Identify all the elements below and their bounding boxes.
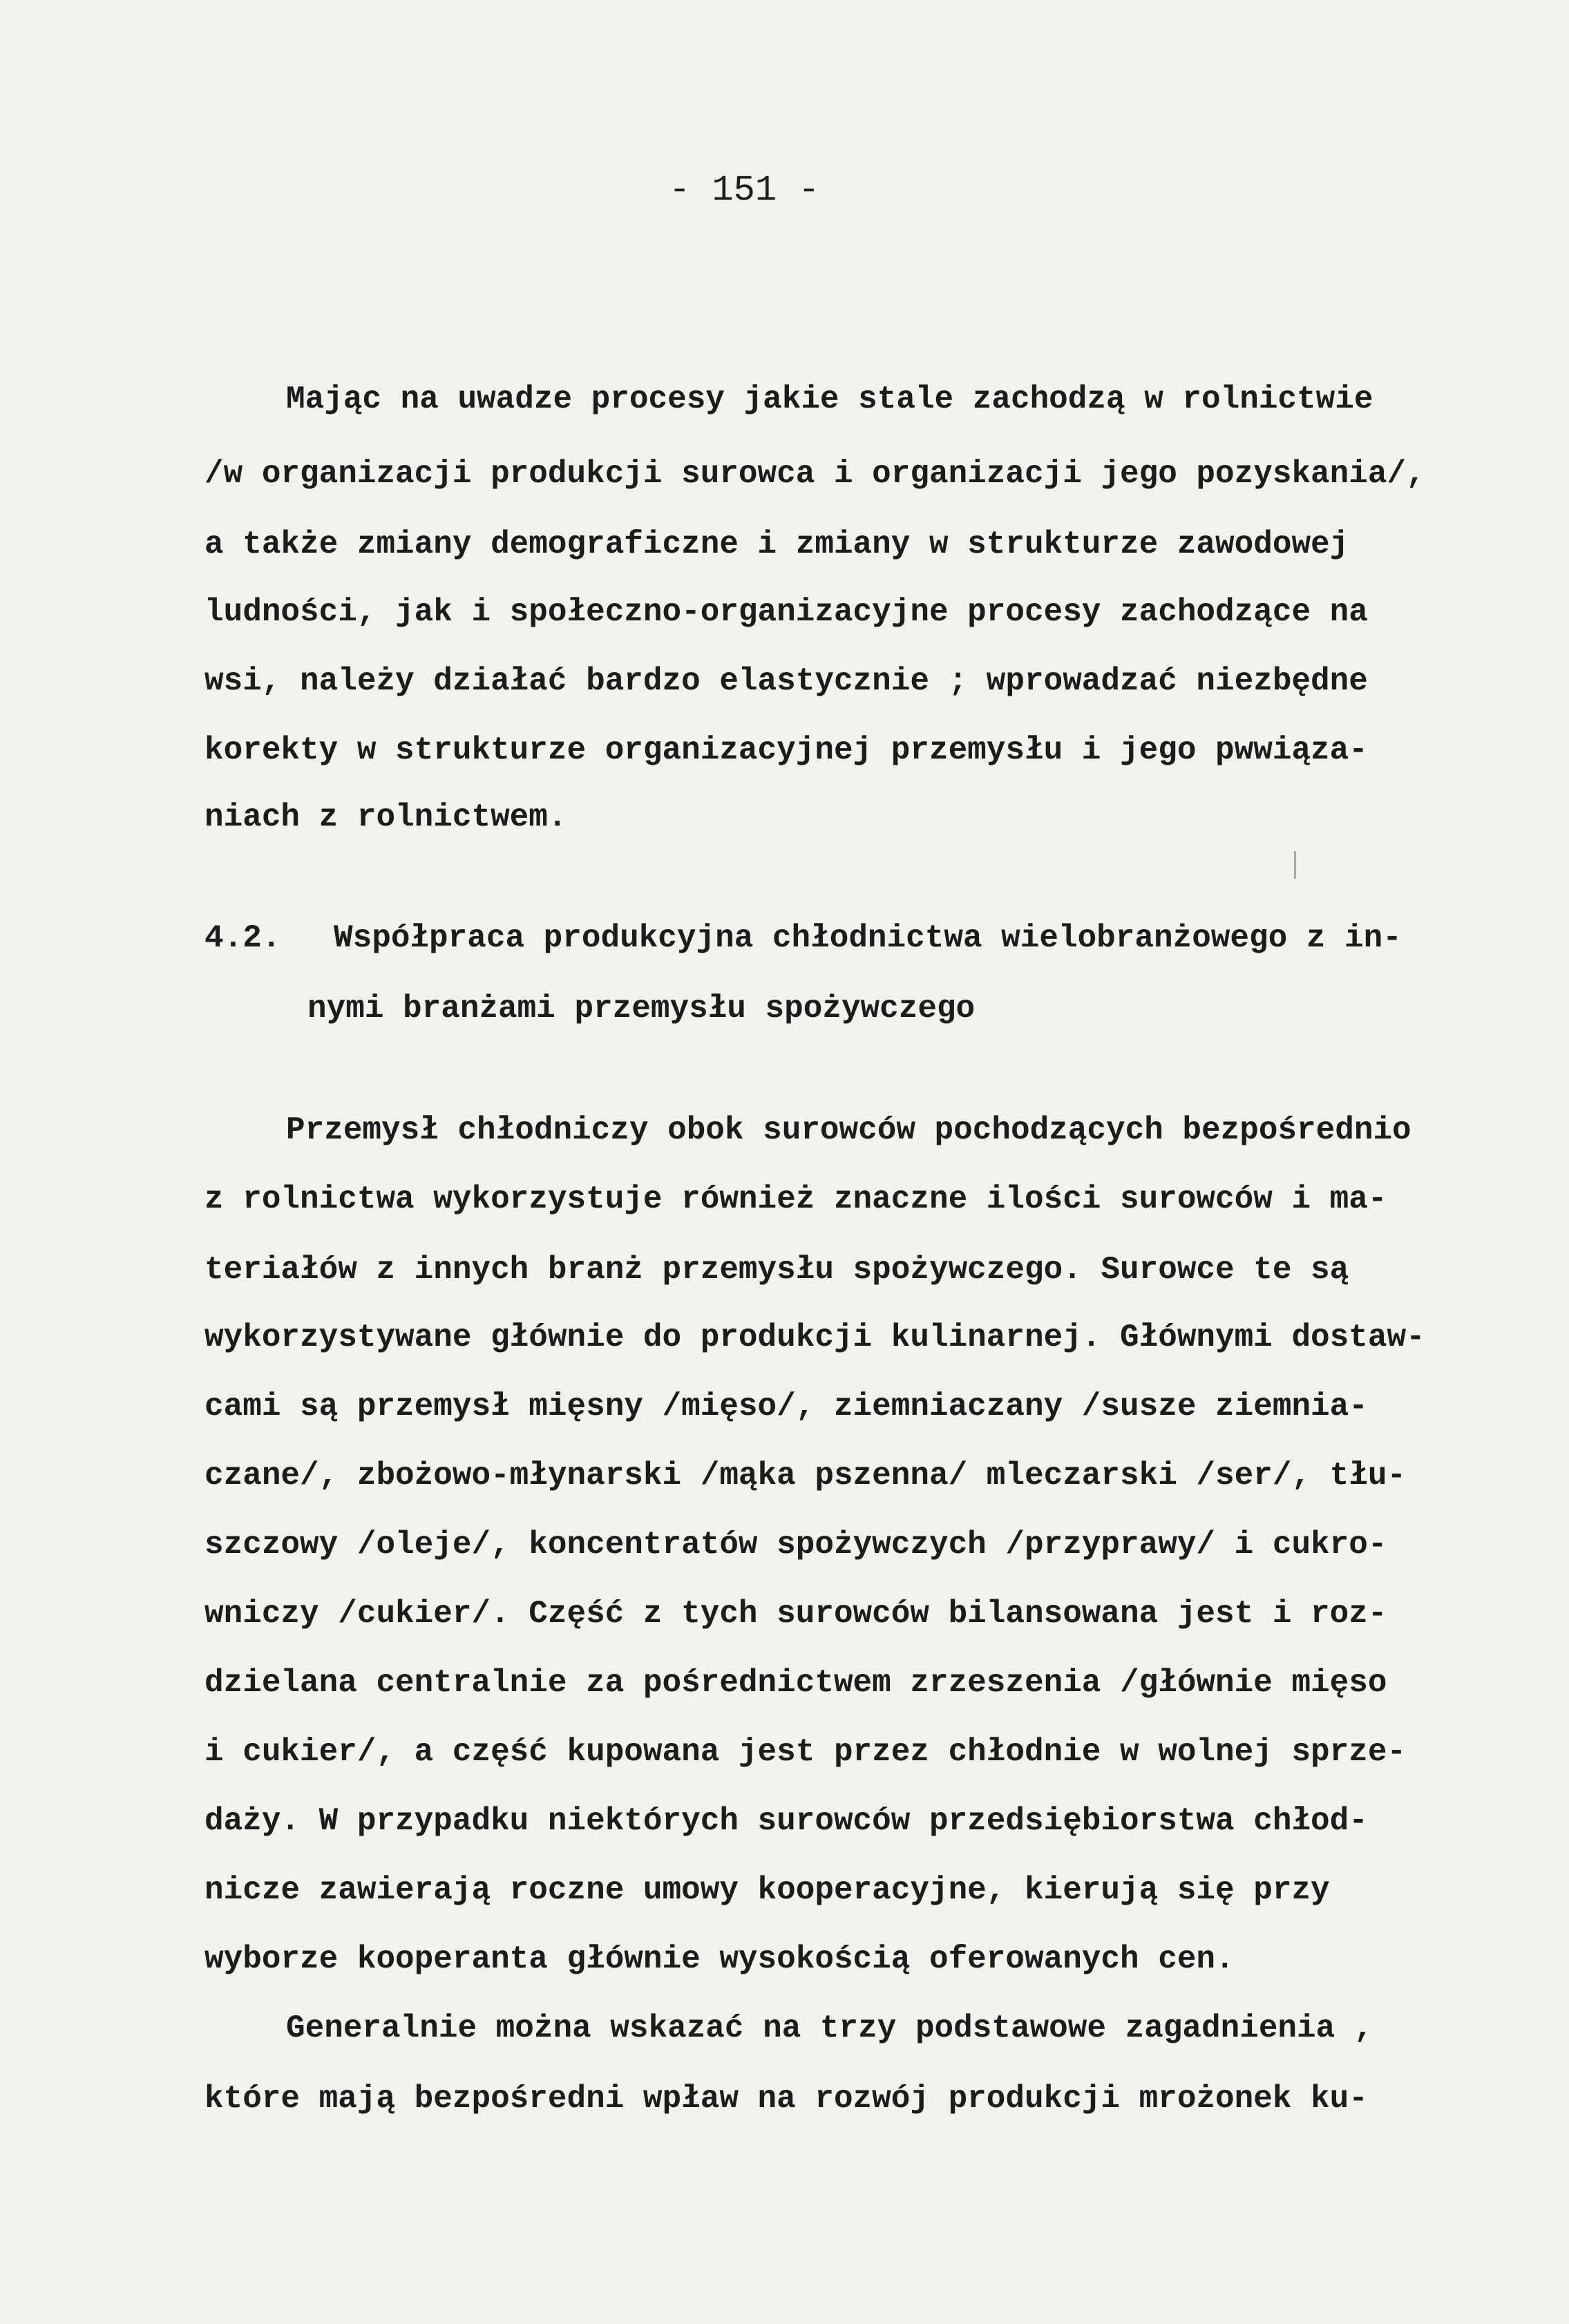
paragraph-line: wykorzystywane głównie do produkcji kulinarnej. Głównymi dostaw- [205,1320,1425,1355]
section-number: 4.2. [205,920,281,956]
paragraph-line: wsi, należy działać bardzo elastycznie ; wprowadzać niezbędne [205,663,1368,699]
paragraph-line: nicze zawierają roczne umowy kooperacyjne, kierują się przy [205,1872,1330,1908]
paragraph-line: i cukier/, a część kupowana jest przez chłodnie w wolnej sprze- [205,1734,1407,1770]
paragraph-line: dzielana centralnie za pośrednictwem zrzeszenia /głównie mięso [205,1665,1387,1701]
paragraph-line: szczowy /oleje/, koncentratów spożywczych /przyprawy/ i cukro- [205,1527,1387,1563]
paragraph-line: Generalnie można wskazać na trzy podstawowe zagadnienia , [286,2010,1373,2046]
paragraph-line: teriałów z innych branż przemysłu spożywczego. Surowce te są [205,1252,1349,1288]
paragraph-line: wniczy /cukier/. Część z tych surowców bilansowana jest i roz- [205,1596,1387,1632]
paragraph-line: z rolnictwa wykorzystuje również znaczne ilości surowców i ma- [205,1181,1387,1217]
paragraph-line: niach z rolnictwem. [205,799,567,835]
paragraph-line: a także zmiany demograficzne i zmiany w strukturze zawodowej [205,526,1349,562]
paragraph-line: Mając na uwadze procesy jakie stale zachodzą w rolnictwie [286,381,1373,417]
paragraph-line: które mają bezpośredni wpław na rozwój produkcji mrożonek ku- [205,2081,1368,2117]
section-title-line: nymi branżami przemysłu spożywczego [307,991,976,1027]
paragraph-line: korekty w strukturze organizacyjnej przemysłu i jego pwwiąza- [205,732,1368,768]
pen-mark [1294,851,1296,879]
paragraph-line: cami są przemysł mięsny /mięso/, ziemniaczany /susze ziemnia- [205,1389,1368,1425]
paragraph-line: wyborze kooperanta głównie wysokością oferowanych cen. [205,1941,1235,1977]
paragraph-line: Przemysł chłodniczy obok surowców pochodzących bezpośrednio [286,1112,1411,1148]
paragraph-line: ludności, jak i społeczno-organizacyjne procesy zachodzące na [205,594,1368,630]
paragraph-line: daży. W przypadku niektórych surowców przedsiębiorstwa chłod- [205,1803,1368,1839]
section-title-line: Współpraca produkcyjna chłodnictwa wielobranżowego z in- [334,920,1402,956]
paragraph-line: czane/, zbożowo-młynarski /mąka pszenna/ mleczarski /ser/, tłu- [205,1458,1407,1494]
paragraph-line: /w organizacji produkcji surowca i organizacji jego pozyskania/, [205,456,1425,492]
page-number: - 151 - [669,170,820,211]
